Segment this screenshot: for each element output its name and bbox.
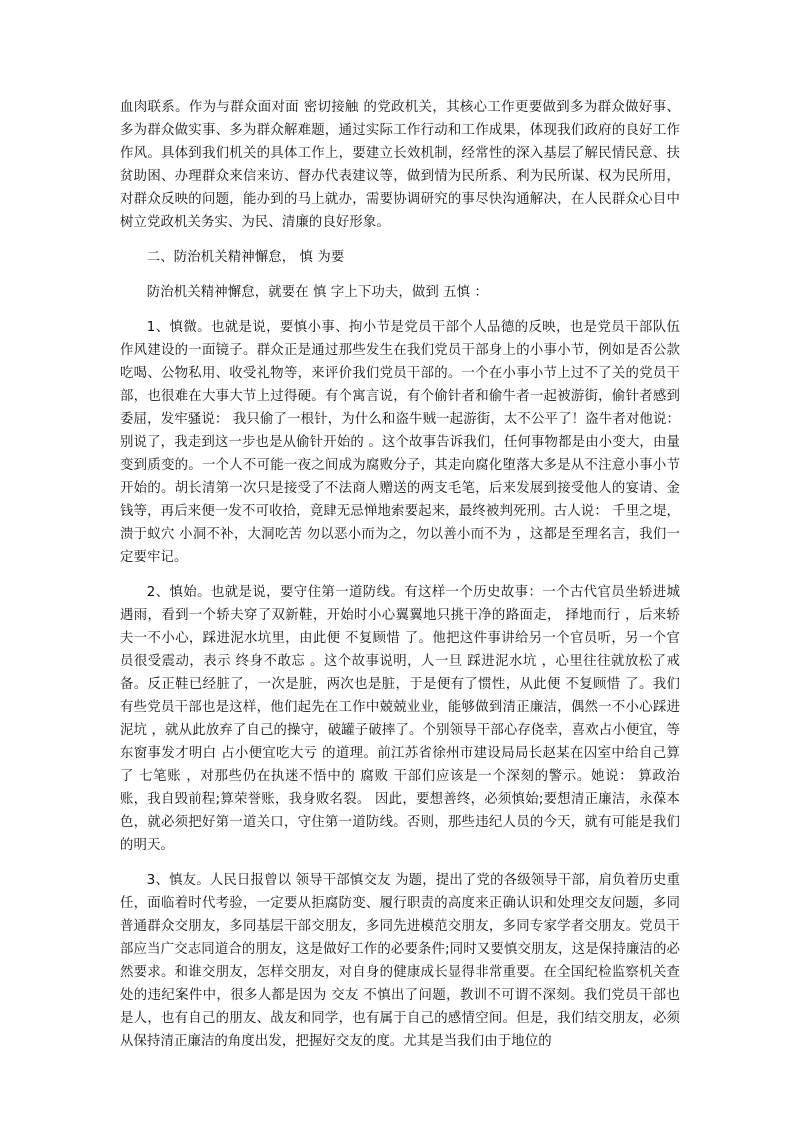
document-body bbox=[120, 96, 680, 1065]
paragraph-shenwei: 1、慎微。也就是说，要慎小事、拘小节是党员干部个人品德的反映，也是党员干部队伍作风建设的一面镜子。群众正是通过那些发生在我们党员干部身上的小事小节，例如是否公款吃喝、公物私用、收受礼物等，来评价我们党员干部的。一个在小事小节上过不了关的党员干部，也很难在大事大节上过得硬。有个寓言说，有个偷针者和偷牛者一起被游街，偷针者感到委屈，发牢骚说： 我只偷了一根针，为什么和盗牛贼一起游街，太不公平了！盗牛者对他说： 别说了，我走到这一步也是从偷针开始的 。这个故事告诉我们，任何事物都是由小变大，由量变到质变的。一个人不可能一夜之间成为腐败分子，其走向腐化堕落大多是从不注意小事小节开始的。胡长清第一次只是接受了不法商人赠送的两支毛笔，后来发展到接受他人的宴请、金钱等，再后来便一发不可收拾，竟肆无忌惮地索要起来，最终被判死刑。古人说： 千里之堤，溃于蚁穴 小洞不补，大洞吃苦 勿以恶小而为之，勿以善小而不为 ，这都是至理名言，我们一定要牢记。 bbox=[120, 320, 680, 565]
intro-paragraph: 血肉联系。作为与群众面对面 密切接触 的党政机关，其核心工作更要做到多为群众做好事、多为群众做实事、多为群众解难题，通过实际工作行动和工作成果，体现我们政府的良好工作作风。具体到我们机关的具体工作上，要建立长效机制，经常性的深入基层了解民情民意、扶贫助困、办理群众来信来访、督办代表建议等，做到情为民所系、利为民所谋、权为民所用，对群众反映的问题，能办到的马上就办，需要协调研究的事尽快沟通解决，在人民群众心目中树立党政机关务实、为民、清廉的良好形象。 bbox=[120, 100, 680, 230]
section-heading: 二、防治机关精神懈怠， 慎 为要 bbox=[146, 250, 345, 265]
lead-paragraph: 防治机关精神懈怠，就要在 慎 字上下功夫，做到 五慎 ： bbox=[146, 285, 488, 300]
paragraph-shenyou: 3、慎友。人民日报曾以 领导干部慎交友 为题，提出了党的各级领导干部，肩负着历史重任，面临着时代考验，一定要从拒腐防变、履行职责的高度来正确认识和处理交友问题，多同普通群众交朋友，多同基层干部交朋友，多同先进模范交朋友，多同专家学者交朋友。党员干部应当广交志同道合的朋友，这是做好工作的必要条件;同时又要慎交朋友，这是保持廉洁的必然要求。和谁交朋友，怎样交朋友，对自身的健康成长显得非常重要。在全国纪检监察机关查处的违纪案件中，很多人都是因为 交友 不慎出了问题，教训不可谓不深刻。我们党员干部也是人，也有自己的朋友、战友和同学，也有属于自己的感情空间。但是，我们结交朋友，必须从保持清正廉洁的角度出发，把握好交友的度。尤其是当我们由于地位的 bbox=[120, 873, 680, 1049]
paragraph-shenshi: 2、慎始。也就是说，要守住第一道防线。有这样一个历史故事：一个古代官员坐轿进城遇雨，看到一个轿夫穿了双新鞋，开始时小心翼翼地只挑干净的路面走， 择地而行 ，后来轿夫一不小心，踩进泥水坑里，由此便 不复顾惜 了。他把这件事讲给另一个官员听，另一个官员很受震动，表示 终身不敢忘 。这个故事说明，人一旦 踩进泥水坑 ，心里往往就放松了戒备。反正鞋已经脏了，一次是脏，两次也是脏，于是便有了惯性，从此便 不复顾惜 了。我们有些党员干部也是这样，他们起先在工作中兢兢业业，能够做到清正廉洁，偶然一不小心踩进 泥坑 ，就从此放弃了自己的操守，破罐子破摔了。个别领导干部心存侥幸，喜欢占小便宜，等东窗事发才明白 占小便宜吃大亏 的道理。前江苏省徐州市建设局局长赵某在囚室中给自己算了 七笔账 ，对那些仍在执迷不悟中的 腐败 干部们应该是一个深刻的警示。她说： 算政治账，我自毁前程;算荣誉账，我身败名裂。 因此，要想善终，必须慎始;要想清正廉洁，永葆本色，就必须把好第一道关口，守住第一道防线。否则，那些违纪人员的今天，就有可能是我们的明天。 bbox=[120, 585, 680, 853]
